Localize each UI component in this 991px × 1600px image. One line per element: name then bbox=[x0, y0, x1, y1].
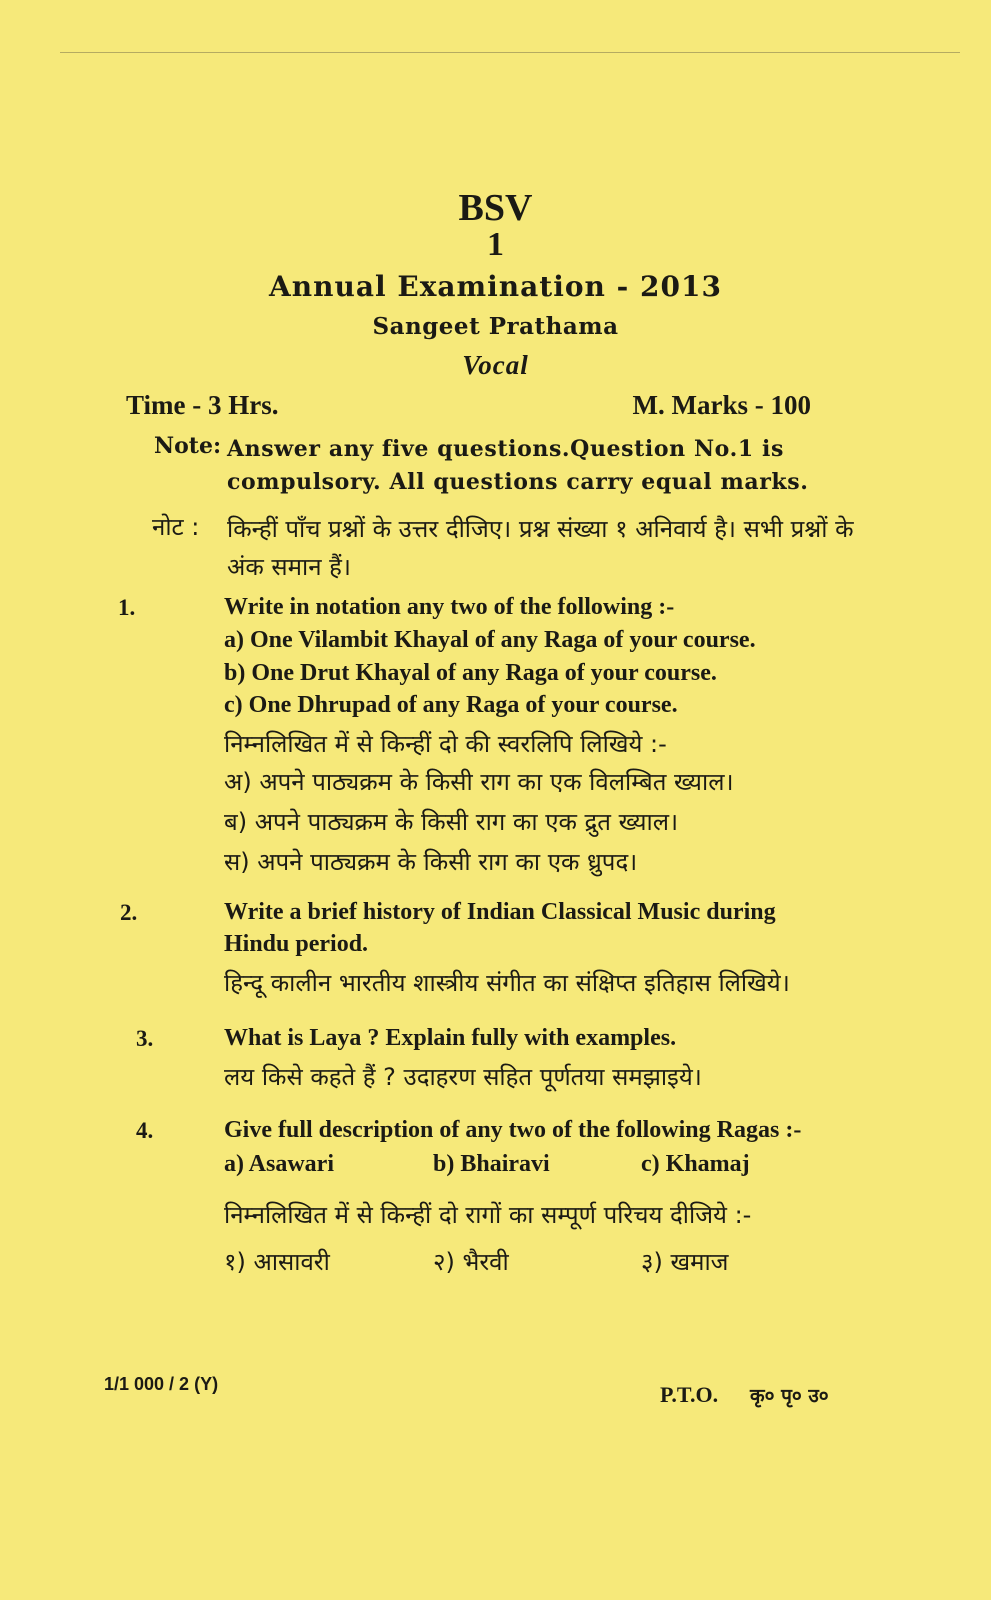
course-code: BSV bbox=[458, 187, 533, 229]
subject-title: Sangeet Prathama bbox=[372, 313, 619, 340]
note-text: Answer any five questions.Question No.1 is compulsory. All questions carry equal marks. bbox=[227, 436, 809, 495]
pto-hindi-label: कृ० पृ० उ० bbox=[750, 1385, 829, 1407]
question-hindi-line: हिन्दू कालीन भारतीय शास्त्रीय संगीत का संक्षिप्त इतिहास लिखिये। bbox=[224, 969, 790, 997]
pto-label: P.T.O. bbox=[660, 1382, 719, 1407]
question-line: a) One Vilambit Khayal of any Raga of your course. bbox=[224, 627, 756, 653]
question-number: 2. bbox=[120, 900, 138, 925]
question-hindi-line: अ) अपने पाठ्यक्रम के किसी राग का एक विलम्बित ख्याल। bbox=[224, 768, 734, 796]
question-line: b) One Drut Khayal of any Raga of your course. bbox=[224, 660, 717, 686]
top-rule bbox=[60, 52, 960, 53]
question-line: Hindu period. bbox=[224, 931, 369, 957]
question-line: Write in notation any two of the following :- bbox=[224, 594, 675, 620]
raga-option-hindi: १) आसावरी bbox=[224, 1248, 330, 1276]
hindi-note-text: किन्हीं पाँच प्रश्नों के उत्तर दीजिए। प्रश्न संख्या १ अनिवार्य है। सभी प्रश्नों के अंक समान हैं। bbox=[227, 515, 854, 581]
question-hindi-line: स) अपने पाठ्यक्रम के किसी राग का एक ध्रुपद। bbox=[224, 848, 638, 876]
footer-code: 1/1 000 / 2 (Y) bbox=[104, 1374, 219, 1394]
raga-option: b) Bhairavi bbox=[433, 1151, 550, 1177]
question-number: 1. bbox=[118, 595, 136, 620]
question-number: 3. bbox=[136, 1026, 154, 1051]
raga-option-hindi: ३) खमाज bbox=[641, 1248, 729, 1276]
question-line: c) One Dhrupad of any Raga of your course. bbox=[224, 692, 678, 718]
raga-option: a) Asawari bbox=[224, 1151, 334, 1177]
question-line: What is Laya ? Explain fully with examples. bbox=[224, 1025, 677, 1051]
question-hindi-line: ब) अपने पाठ्यक्रम के किसी राग का एक द्रुत ख्याल। bbox=[224, 808, 679, 836]
raga-option: c) Khamaj bbox=[641, 1151, 750, 1177]
max-marks: M. Marks - 100 bbox=[632, 390, 811, 420]
question-hindi-line: लय किसे कहते हैं ? उदाहरण सहित पूर्णतया समझाइये। bbox=[224, 1063, 702, 1091]
paper-title: Vocal bbox=[462, 350, 529, 380]
question-hindi-line: निम्नलिखित में से किन्हीं दो की स्वरलिपि लिखिये :- bbox=[224, 730, 667, 758]
time-allowed: Time - 3 Hrs. bbox=[126, 390, 279, 420]
paper-number: 1 bbox=[487, 226, 504, 263]
question-line: Give full description of any two of the following Ragas :- bbox=[224, 1117, 802, 1143]
note-label: Note: bbox=[154, 433, 222, 459]
question-number: 4. bbox=[136, 1118, 154, 1143]
question-hindi-line: निम्नलिखित में से किन्हीं दो रागों का सम्पूर्ण परिचय दीजिये :- bbox=[224, 1201, 752, 1229]
raga-option-hindi: २) भैरवी bbox=[433, 1248, 509, 1276]
hindi-note-label: नोट : bbox=[152, 513, 200, 541]
exam-title: Annual Examination - 2013 bbox=[269, 270, 722, 303]
question-line: Write a brief history of Indian Classical Music during bbox=[224, 899, 776, 925]
